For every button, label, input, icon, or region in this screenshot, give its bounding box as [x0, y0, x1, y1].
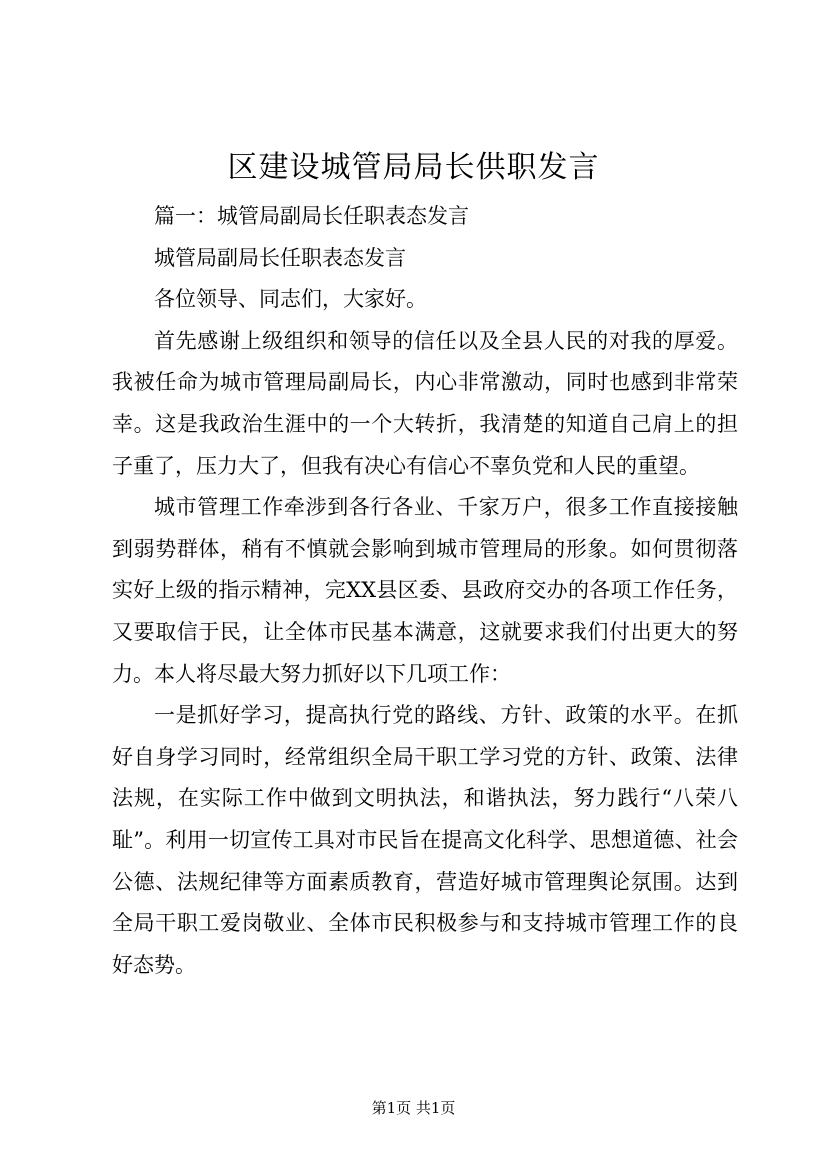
paragraph-body: 首先感谢上级组织和领导的信任以及全县人民的对我的厚爱。我被任命为城市管理局副局长，内心非常激动，同时也感到非常荣幸。这是我政治生涯中的一个大转折，我清楚的知道自己肩上的担子重了，压力大了，但我有决心有信心不辜负党和人民的重望。 — [112, 328, 738, 478]
page-number-footer: 第1页 共1页 — [371, 1099, 456, 1117]
document-body — [112, 196, 738, 986]
paragraph-section-heading: 篇一：城管局副局长任职表态发言 — [154, 204, 469, 228]
paragraph-greeting: 各位领导、同志们，大家好。 — [154, 287, 427, 312]
paragraph-body: 一是抓好学习，提高执行党的路线、方针、政策的水平。在抓好自身学习同时，经常组织全局干职工学习党的方针、政策、法律法规，在实际工作中做到文明执法，和谐执法，努力践行“八荣八耻”。利用一切宣传工具对市民旨在提高文化科学、思想道德、社会公德、法规纪律等方面素质教育，营造好城市管理舆论氛围。达到全局干职工爱岗敬业、全体市民积极参与和支持城市管理工作的良好态势。 — [112, 703, 738, 977]
paragraph-subtitle: 城管局副局长任职表态发言 — [154, 245, 406, 270]
document-title: 区建设城管局局长供职发言 — [227, 150, 600, 185]
paragraph-body: 城市管理工作牵涉到各行各业、千家万户，很多工作直接接触到弱势群体，稍有不慎就会影响到城市管理局的形象。如何贯彻落实好上级的指示精神，完XX县区委、县政府交办的各项工作任务，又要取信于民，让全体市民基本满意，这就要求我们付出更大的努力。本人将尽最大努力抓好以下几项工作： — [112, 495, 738, 686]
